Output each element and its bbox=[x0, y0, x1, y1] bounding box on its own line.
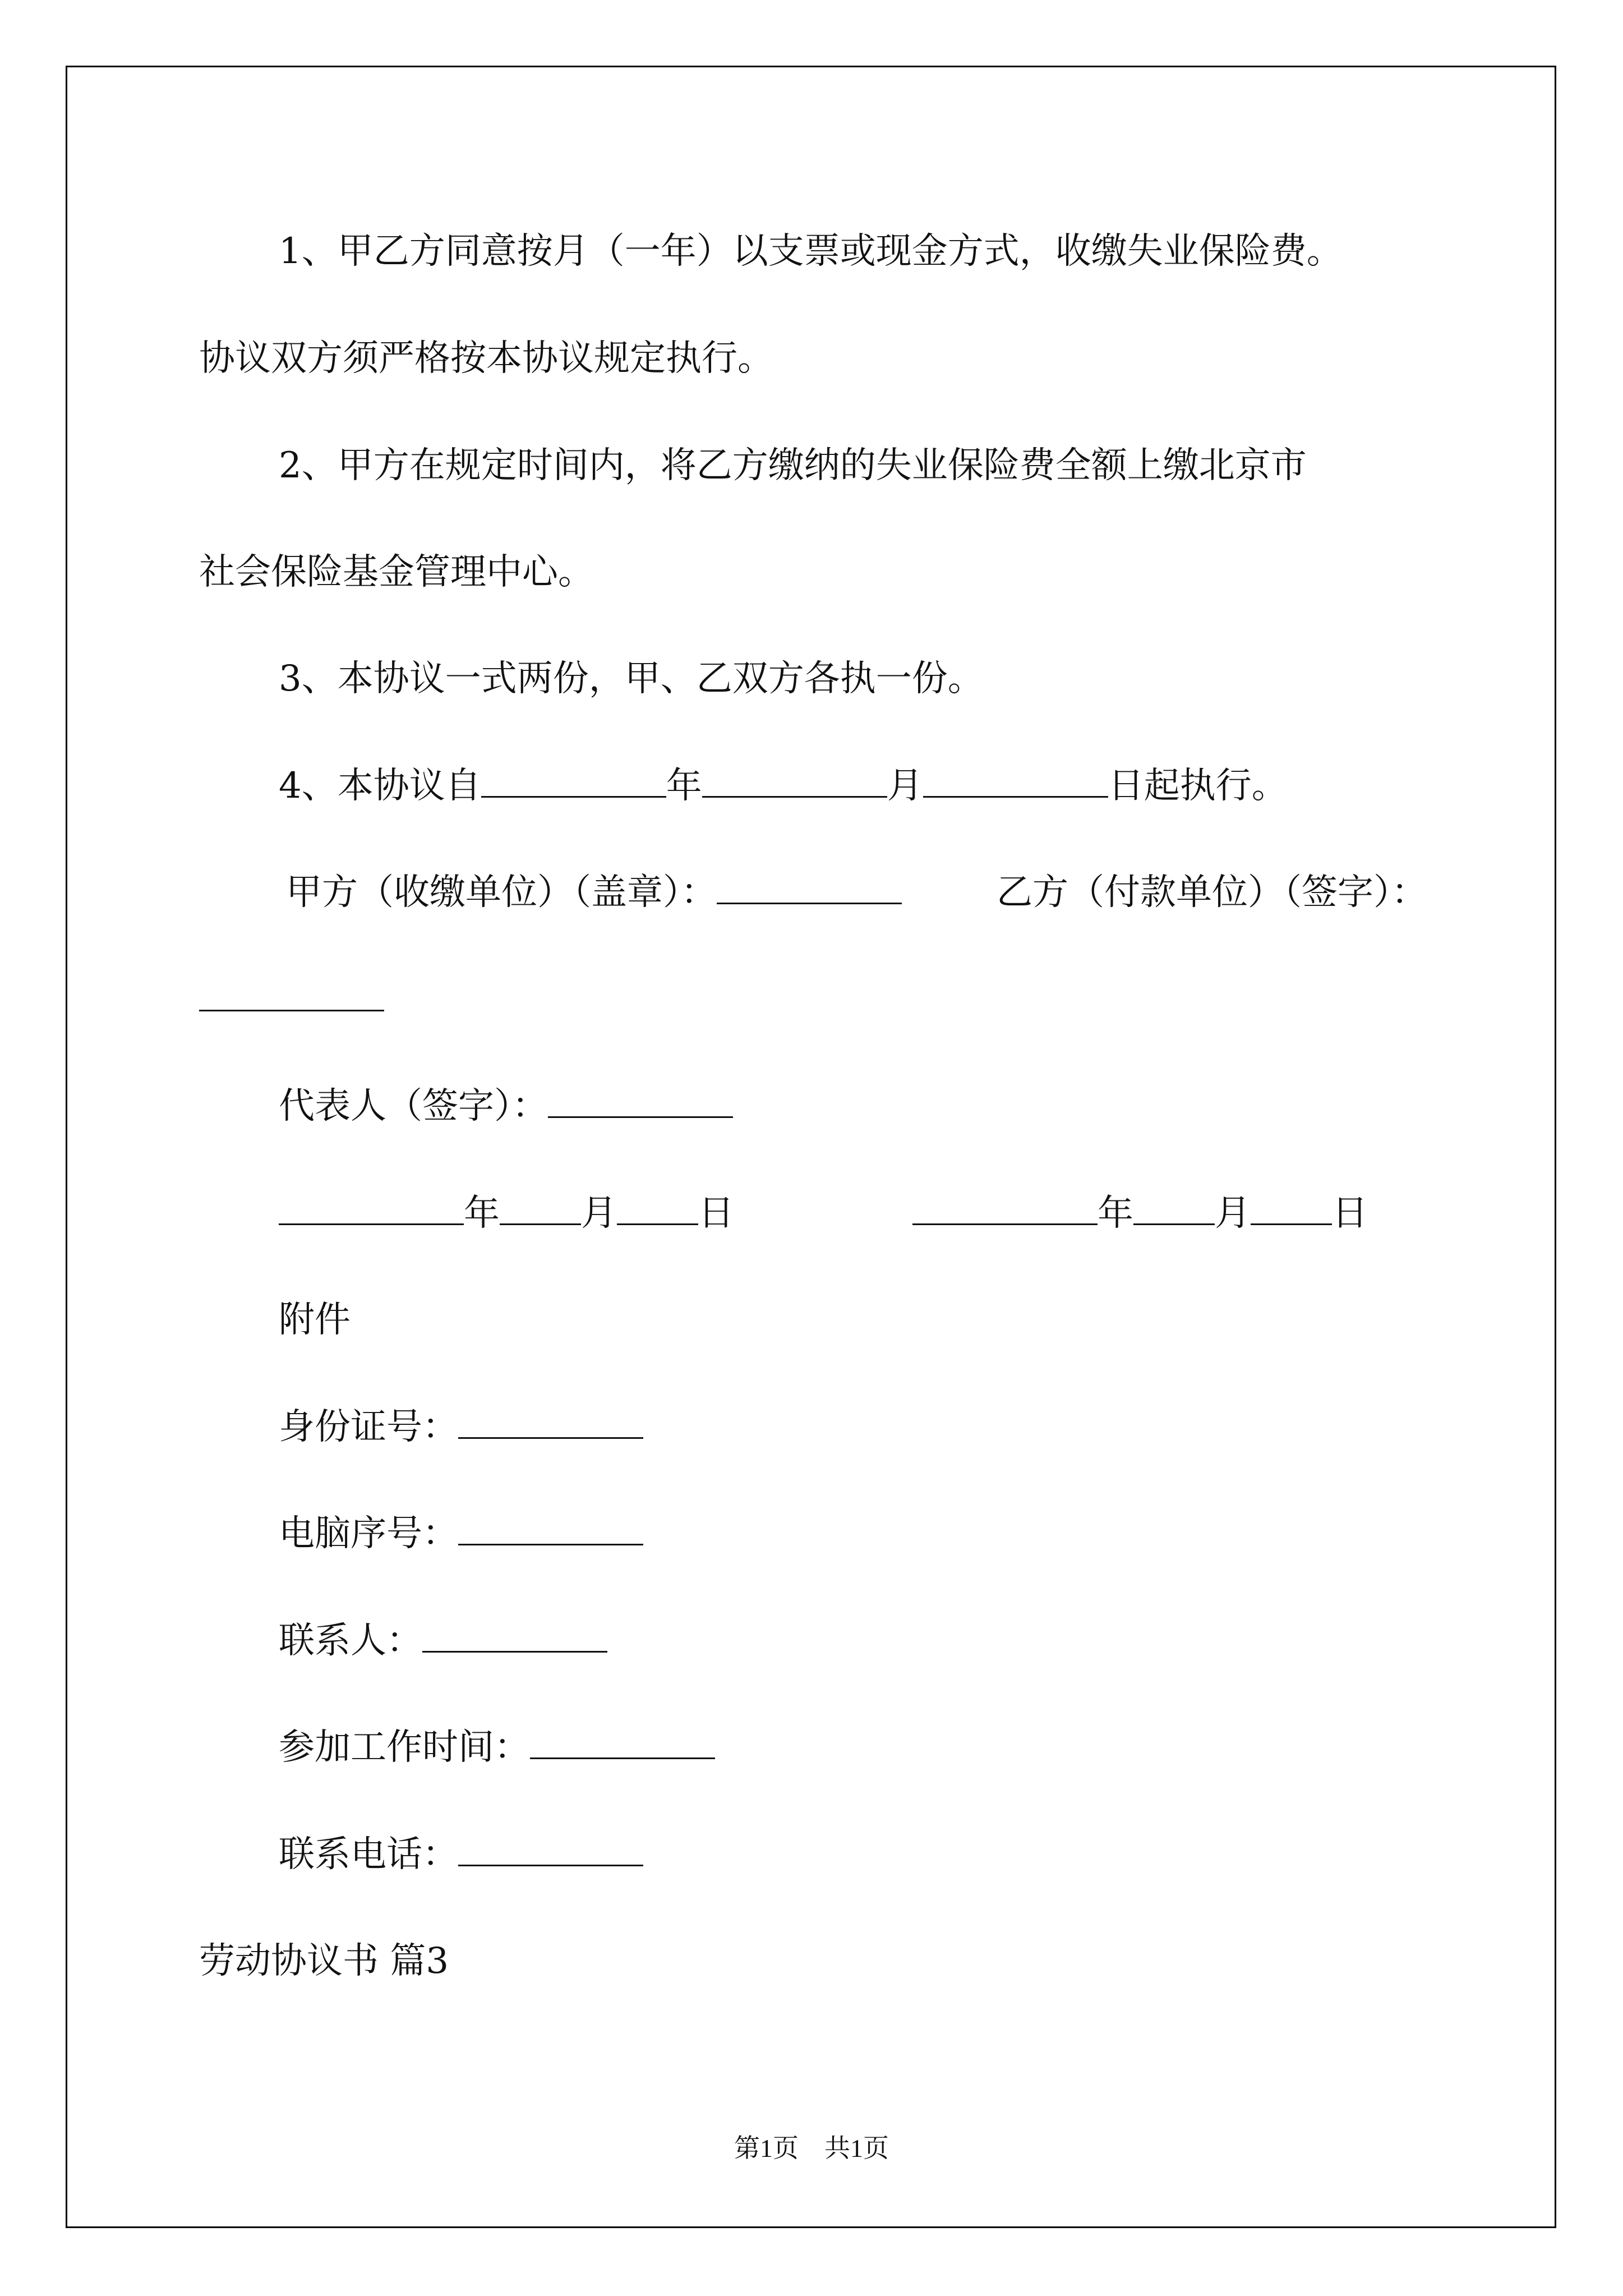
representative-line bbox=[279, 1084, 733, 1129]
year-unit: 年 bbox=[666, 765, 702, 807]
clause-4 bbox=[279, 763, 1288, 808]
year-unit: 年 bbox=[464, 1193, 500, 1234]
computer-number-line bbox=[279, 1511, 643, 1556]
phone-label: 联系电话： bbox=[279, 1834, 458, 1875]
representative-label: 代表人（签字）： bbox=[279, 1085, 548, 1127]
page-footer: 第1页 共1页 bbox=[734, 2134, 889, 2162]
phone-blank[interactable] bbox=[458, 1832, 643, 1866]
contact-person-label: 联系人： bbox=[279, 1620, 422, 1662]
work-start-blank[interactable] bbox=[530, 1725, 715, 1759]
party-a-label: 甲方（收缴单位）（盖章）： bbox=[286, 872, 717, 913]
blank-field[interactable] bbox=[1251, 1191, 1332, 1225]
month-unit: 月 bbox=[1215, 1193, 1251, 1234]
id-number-line bbox=[279, 1405, 643, 1450]
phone-line bbox=[279, 1832, 643, 1877]
id-number-label: 身份证号： bbox=[279, 1406, 458, 1448]
computer-number-label: 电脑序号： bbox=[279, 1513, 458, 1554]
blank-field[interactable] bbox=[923, 763, 1108, 798]
clause-3: 3、本协议一式两份，甲、乙双方各执一份。 bbox=[279, 658, 984, 700]
blank-field[interactable] bbox=[481, 763, 666, 798]
party-a-seal-blank[interactable] bbox=[717, 870, 902, 904]
blank-field[interactable] bbox=[912, 1191, 1098, 1225]
clause-2-line-2: 社会保险基金管理中心。 bbox=[199, 551, 594, 593]
year-unit: 年 bbox=[1098, 1193, 1133, 1234]
day-unit: 日 bbox=[698, 1193, 734, 1234]
blank-field[interactable] bbox=[279, 1191, 464, 1225]
clause-2-line-1: 2、甲方在规定时间内，将乙方缴纳的失业保险费全额上缴北京市 bbox=[279, 445, 1307, 486]
clause-4-lead: 4、本协议自 bbox=[279, 765, 481, 807]
page-border bbox=[66, 66, 1556, 2228]
blank-field[interactable] bbox=[1133, 1191, 1215, 1225]
work-start-label: 参加工作时间： bbox=[279, 1727, 530, 1768]
next-section-heading: 劳动协议书 篇3 bbox=[199, 1940, 449, 1982]
blank-field[interactable] bbox=[500, 1191, 581, 1225]
party-b-line bbox=[199, 977, 384, 1022]
month-unit: 月 bbox=[581, 1193, 617, 1234]
clause-1-line-2: 协议双方须严格按本协议规定执行。 bbox=[199, 338, 773, 379]
work-start-line bbox=[279, 1725, 715, 1770]
clause-1-line-1: 1、甲乙方同意按月（一年）以支票或现金方式，收缴失业保险费。 bbox=[279, 231, 1343, 272]
day-unit: 日 bbox=[1332, 1193, 1368, 1234]
date-line-b bbox=[912, 1191, 1368, 1236]
blank-field[interactable] bbox=[617, 1191, 698, 1225]
party-b-sign-blank[interactable] bbox=[199, 977, 384, 1011]
day-unit: 日起执行。 bbox=[1108, 765, 1288, 807]
contact-person-line bbox=[279, 1618, 607, 1663]
id-number-blank[interactable] bbox=[458, 1405, 643, 1439]
representative-sign-blank[interactable] bbox=[548, 1084, 733, 1118]
computer-number-blank[interactable] bbox=[458, 1511, 643, 1545]
attachment-title: 附件 bbox=[279, 1299, 351, 1341]
blank-field[interactable] bbox=[702, 763, 887, 798]
party-a-line bbox=[286, 870, 902, 915]
contact-person-blank[interactable] bbox=[422, 1618, 607, 1653]
party-b-label: 乙方（付款单位）（签字）： bbox=[997, 872, 1427, 913]
date-line-a bbox=[279, 1191, 734, 1236]
month-unit: 月 bbox=[887, 765, 923, 807]
